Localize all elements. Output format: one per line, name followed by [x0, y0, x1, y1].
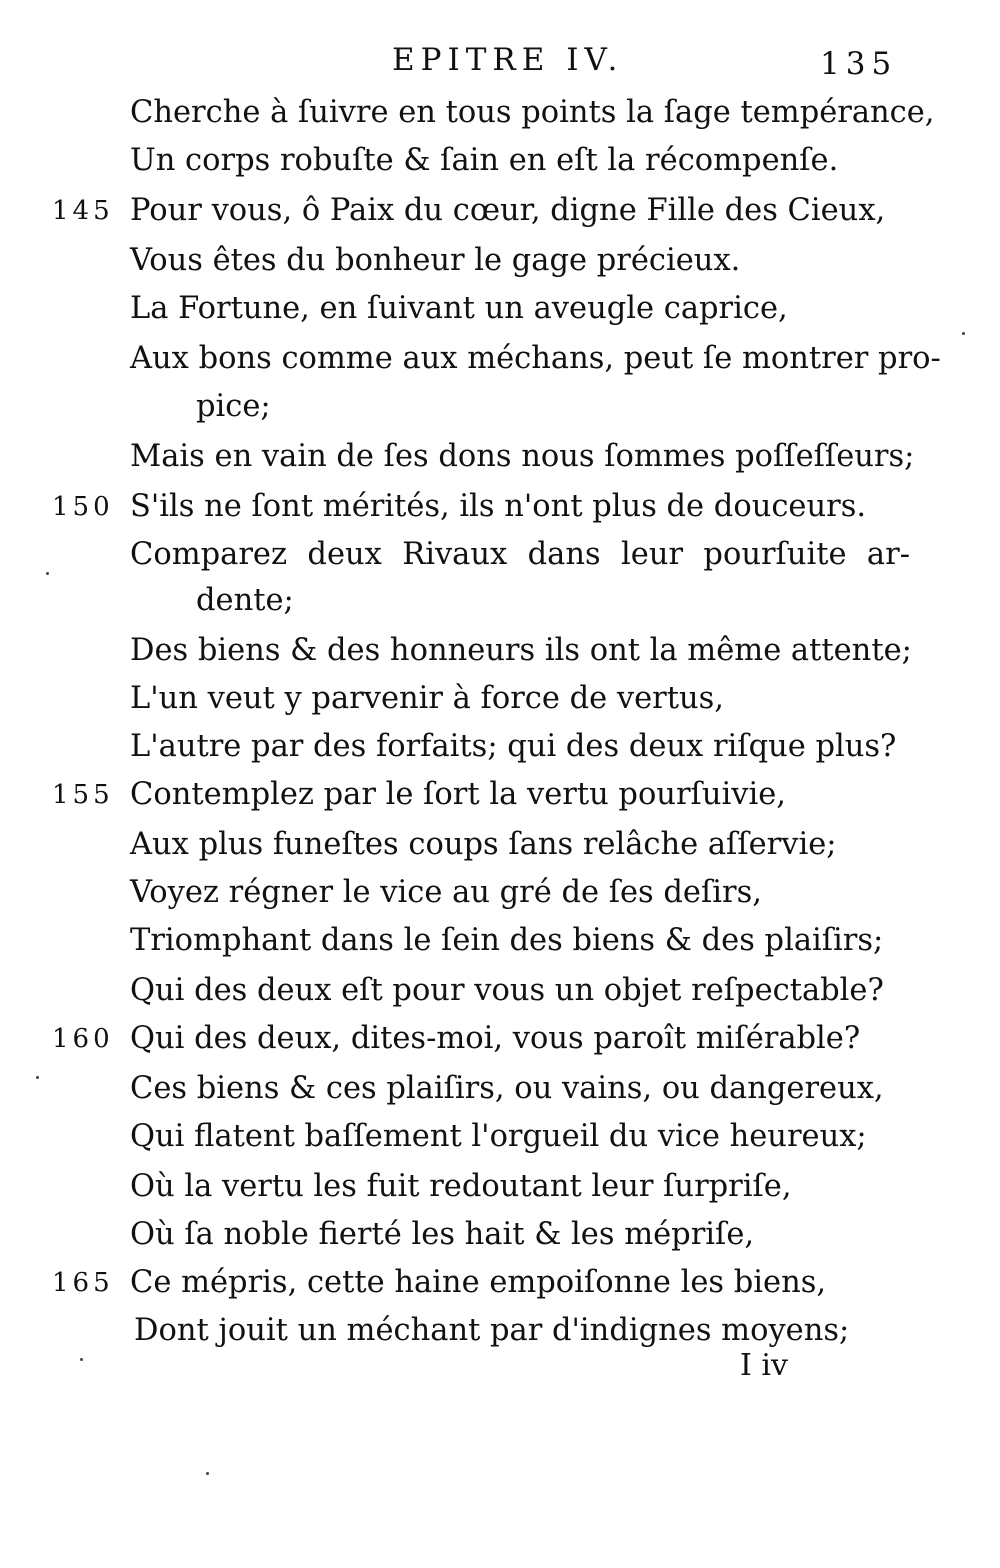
line-number: 160: [52, 1024, 114, 1054]
line-number: 150: [52, 492, 114, 522]
verse-line: Triomphant dans le ſein des biens & des plaiſirs;: [130, 923, 884, 958]
paper-speck: [46, 572, 49, 575]
paper-speck: [206, 1472, 209, 1475]
verse-line: Ces biens & ces plaiſirs, ou vains, ou dangereux,: [130, 1071, 884, 1106]
verse-line: Des biens & des honneurs ils ont la même attente;: [130, 633, 912, 668]
verse-line: Dont jouit un méchant par d'indignes moyens;: [134, 1313, 850, 1348]
verse-line: L'autre par des forfaits; qui des deux riſque plus?: [130, 729, 897, 764]
line-number: 145: [52, 196, 114, 226]
verse-line: Qui des deux, dites-moi, vous paroît miſérable?: [130, 1021, 861, 1056]
verse-line: Ce mépris, cette haine empoiſonne les biens,: [130, 1265, 827, 1300]
verse-line-continuation: dente;: [196, 583, 294, 618]
paper-speck: [36, 1076, 39, 1079]
page-number: 135: [820, 46, 898, 82]
verse-line: Qui flatent baſſement l'orgueil du vice heureux;: [130, 1119, 867, 1154]
verse-line: Où ſa noble fierté les hait & les mépriſe,: [130, 1217, 755, 1252]
verse-line: S'ils ne ſont mérités, ils n'ont plus de douceurs.: [130, 489, 867, 524]
verse-line: Cherche à ſuivre en tous points la ſage tempérance,: [130, 95, 935, 130]
header-title: EPITRE IV.: [392, 42, 624, 78]
verse-line: Comparez deux Rivaux dans leur pourſuite ar-: [130, 537, 910, 572]
verse-line: Aux bons comme aux méchans, peut ſe montrer pro-: [130, 341, 941, 376]
verse-line: L'un veut y parvenir à force de vertus,: [130, 681, 724, 716]
paper-speck: [80, 1358, 83, 1361]
verse-line: La Fortune, en ſuivant un aveugle caprice,: [130, 291, 788, 326]
line-number: 155: [52, 780, 114, 810]
verse-line: Aux plus funeſtes coups ſans relâche aſſervie;: [130, 827, 837, 862]
verse-line: Mais en vain de ſes dons nous ſommes poſſeſſeurs;: [130, 439, 915, 474]
verse-line: Contemplez par le ſort la vertu pourſuivie,: [130, 777, 786, 812]
verse-line: Qui des deux eſt pour vous un objet reſpectable?: [130, 973, 884, 1008]
verse-line: Voyez régner le vice au gré de ſes deſirs,: [130, 875, 762, 910]
verse-line-continuation: pice;: [196, 389, 271, 424]
verse-line: Pour vous, ô Paix du cœur, digne Fille des Cieux,: [130, 193, 886, 228]
verse-line: Un corps robuſte & ſain en eſt la récompenſe.: [130, 143, 839, 178]
verse-line: Où la vertu les fuit redoutant leur ſurpriſe,: [130, 1169, 792, 1204]
paper-speck: [962, 332, 965, 335]
catchword: I iv: [740, 1348, 788, 1383]
verse-line: Vous êtes du bonheur le gage précieux.: [130, 243, 741, 278]
line-number: 165: [52, 1268, 114, 1298]
